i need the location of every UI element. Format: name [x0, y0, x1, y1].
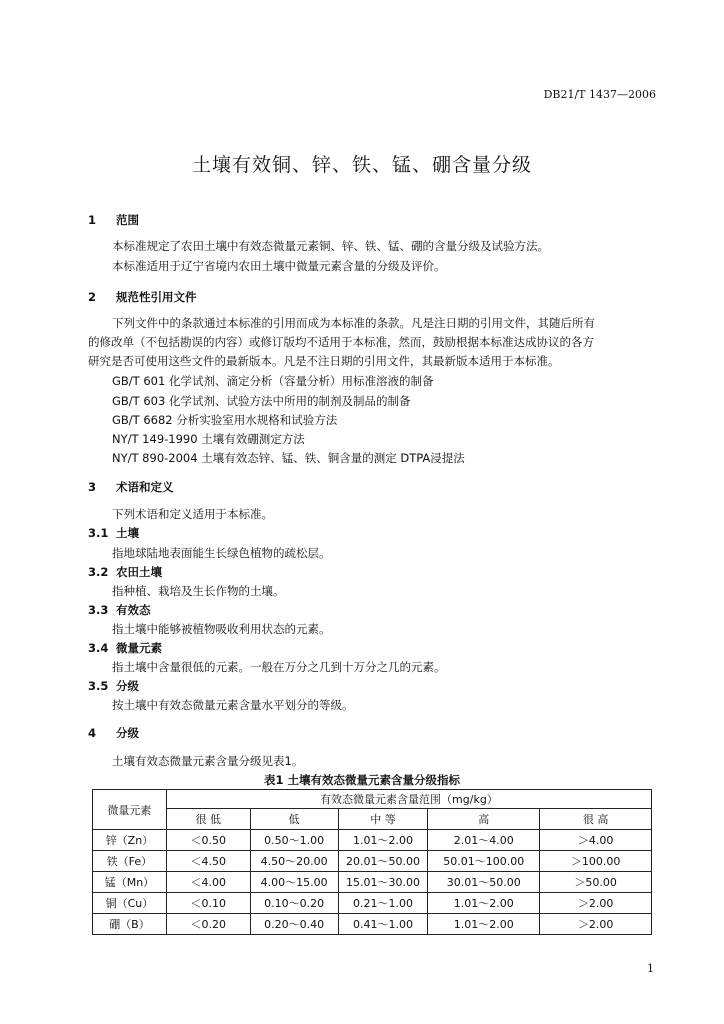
term-heading	[88, 678, 139, 694]
section-title: 规范性引用文件	[116, 290, 197, 304]
element-cell: 硼（B）	[93, 914, 167, 935]
table-cell: 0.21～1.00	[338, 893, 428, 914]
table-cell: 1.01～2.00	[338, 830, 428, 851]
level-header-cell: 很 低	[166, 809, 250, 830]
section-title: 术语和定义	[116, 480, 174, 494]
table-cell: 0.20～0.40	[250, 914, 338, 935]
section-number: 2	[88, 290, 97, 304]
table-cell: 4.50～20.00	[250, 851, 338, 872]
section-number: 4	[88, 726, 97, 740]
level-header-cell: 低	[250, 809, 338, 830]
term-name: 微量元素	[116, 641, 162, 655]
section-heading-3	[88, 479, 174, 495]
row-header-cell: 微量元素	[93, 790, 167, 830]
table-row	[93, 872, 652, 893]
table-cell: 20.01～50.00	[338, 851, 428, 872]
table-cell: 2.01～4.00	[428, 830, 540, 851]
table-cell: 1.01～2.00	[428, 893, 540, 914]
term-definition: 指土壤中能够被植物吸收利用状态的元素。	[112, 622, 331, 636]
standard-code: DB21/T 1437—2006	[543, 88, 656, 101]
term-name: 有效态	[116, 603, 151, 617]
level-header-cell: 很 高	[540, 809, 652, 830]
term-definition: 按土壤中有效态微量元素含量水平划分的等级。	[112, 698, 354, 712]
paragraph-line: 研究是否可使用这些文件的最新版本。凡是不注日期的引用文件，其最新版本适用于本标准。	[88, 354, 560, 368]
table-row	[93, 830, 652, 851]
table-cell: 4.00～15.00	[250, 872, 338, 893]
table-cell: 50.01～100.00	[428, 851, 540, 872]
term-number: 3.5	[88, 679, 109, 693]
table-cell: ＞2.00	[540, 893, 652, 914]
paragraph: 下列术语和定义适用于本标准。	[112, 507, 273, 521]
paragraph: 本标准规定了农田土壤中有效态微量元素铜、锌、铁、锰、硼的含量分级及试验方法。	[112, 239, 549, 253]
table-caption: 表1 土壤有效态微量元素含量分级指标	[263, 773, 460, 787]
term-definition: 指种植、栽培及生长作物的土壤。	[112, 584, 285, 598]
table-row	[93, 851, 652, 872]
table-cell: ＜0.10	[166, 893, 250, 914]
section-heading-4	[88, 725, 139, 741]
term-heading	[88, 564, 162, 580]
element-cell: 铜（Cu）	[93, 893, 167, 914]
table-level-row	[93, 809, 652, 830]
reference-item: NY/T 149-1990 土壤有效硼测定方法	[112, 432, 305, 446]
table-cell: 0.10～0.20	[250, 893, 338, 914]
term-name: 分级	[116, 679, 139, 693]
paragraph: 本标准适用于辽宁省境内农田土壤中微量元素含量的分级及评价。	[112, 259, 446, 273]
section-heading-1	[88, 212, 139, 228]
table-cell: 0.50～1.00	[250, 830, 338, 851]
table-cell: ＜4.00	[166, 872, 250, 893]
term-number: 3.3	[88, 603, 109, 617]
table-cell: 1.01～2.00	[428, 914, 540, 935]
table-cell: ＞50.00	[540, 872, 652, 893]
table-row	[93, 914, 652, 935]
term-number: 3.4	[88, 641, 109, 655]
table-cell: ＞4.00	[540, 830, 652, 851]
table-cell: ＜4.50	[166, 851, 250, 872]
table-cell: ＞2.00	[540, 914, 652, 935]
term-definition: 指土壤中含量很低的元素。一般在万分之几到十万分之几的元素。	[112, 660, 446, 674]
term-name: 土壤	[116, 526, 139, 540]
level-header-cell: 高	[428, 809, 540, 830]
paragraph-line: 的修改单（不包括勘误的内容）或修订版均不适用于本标准，然而，鼓励根据本标准达成协议的各方	[88, 335, 594, 349]
element-cell: 锰（Mn）	[93, 872, 167, 893]
section-heading-2	[88, 289, 197, 305]
element-cell: 锌（Zn）	[93, 830, 167, 851]
table-cell: 0.41～1.00	[338, 914, 428, 935]
level-header-cell: 中 等	[338, 809, 428, 830]
table-cell: 15.01～30.00	[338, 872, 428, 893]
table-cell: 30.01～50.00	[428, 872, 540, 893]
section-title: 范围	[116, 213, 139, 227]
paragraph: 土壤有效态微量元素含量分级见表1。	[112, 754, 304, 768]
term-heading	[88, 525, 139, 541]
table-row	[93, 893, 652, 914]
grading-table	[92, 789, 652, 935]
term-heading	[88, 602, 151, 618]
term-heading	[88, 640, 162, 656]
table-cell: ＞100.00	[540, 851, 652, 872]
element-cell: 铁（Fe）	[93, 851, 167, 872]
table-header-row	[93, 790, 652, 809]
paragraph-line: 下列文件中的条款通过本标准的引用而成为本标准的条款。凡是注日期的引用文件，其随后所有	[112, 316, 595, 330]
document-title: 土壤有效铜、锌、铁、锰、硼含量分级	[191, 154, 532, 176]
term-number: 3.2	[88, 565, 109, 579]
section-number: 3	[88, 480, 97, 494]
term-name: 农田土壤	[116, 565, 162, 579]
page-number: 1	[647, 962, 654, 975]
term-definition: 指地球陆地表面能生长绿色植物的疏松层。	[112, 546, 331, 560]
reference-item: GB/T 6682 分析实验室用水规格和试验方法	[112, 413, 338, 427]
reference-item: GB/T 601 化学试剂、滴定分析（容量分析）用标准溶液的制备	[112, 374, 434, 388]
table-cell: ＜0.20	[166, 914, 250, 935]
group-header-cell: 有效态微量元素含量范围（mg/kg）	[166, 790, 651, 809]
reference-item: GB/T 603 化学试剂、试验方法中所用的制剂及制品的制备	[112, 394, 411, 408]
section-number: 1	[88, 213, 97, 227]
section-title: 分级	[116, 726, 139, 740]
term-number: 3.1	[88, 526, 109, 540]
table-cell: ＜0.50	[166, 830, 250, 851]
reference-item: NY/T 890-2004 土壤有效态锌、锰、铁、铜含量的测定 DTPA浸提法	[112, 451, 465, 465]
